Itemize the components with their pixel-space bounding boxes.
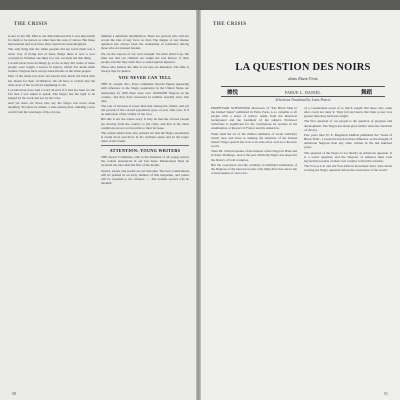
paragraph: But the conscience and the certainly reconfirmed sentiments of the Negroes of the land are not the only thing that rises above the consciousness of one's race. <box>211 162 297 175</box>
chinese-label-right: 舞蹈 <box>361 90 373 96</box>
section-heading: ATTENTION: YOUNG WRITERS <box>109 148 181 154</box>
paragraph: The first question of our people is the question of progress and development. The Negro has made great strides since the abolition of slavery. <box>304 119 392 132</box>
paragraph: Few years later W. E. Burghardt DuBois published the "Souls of Black Folk", a book that has had more influence on the thought of American Negroes than any other written in the last hundred years. <box>304 132 392 150</box>
paragraph: Those who believe the time is not ripe are mistaken. The time is always ripe for justice. <box>101 65 189 74</box>
paragraph: The only thing that the white peoples did not teach them was a wiser way of living and of these things there is now a new conception. Whether one likes it or not, we must use that thing. <box>8 47 95 60</box>
paragraph: The rate of increase is lower than that among the whites, and yet the growth of the colored population goes on year after year. It is an indication of the vitality of the race. <box>101 103 189 117</box>
paragraph: THE Award Committee calls to the attention of all young writers the contest announced in our last issue. Manuscripts must be received not later than the first of the month. <box>101 155 189 168</box>
left-page <box>0 10 196 400</box>
translation-credit: Selections Translated by Louis Poucet <box>275 98 331 102</box>
paragraph: I would never have let things go as far as they did. Some of these people were taught a lesson in history which has made them restless. Negroes have always been friends of the white people. <box>8 60 95 74</box>
page-number-left: 50 <box>12 391 16 396</box>
divider <box>101 145 189 146</box>
right-column-1 <box>211 106 297 389</box>
paragraph: Men of the white race have not known how much the black man has meant for their civilization. We all have to realize that the dark races of the world are beginning to stir. <box>8 74 95 87</box>
paragraph: Stories, essays and poems are all welcome. The best contributions will be printed in an early number of this magazine, and prizes will be awarded to the winners. — The Golden Leaves will be decided. <box>101 168 189 186</box>
running-head-left: THE CRISIS <box>14 22 48 27</box>
chinese-label-left: 擦悦 <box>227 90 239 96</box>
left-column-1 <box>8 34 95 389</box>
left-column-2 <box>101 34 189 389</box>
paragraph: ultimate a defensive mobilization. There are persons who will not accept the idea of any force as vital. The danger of any intense agitation has always been the weakening of resistance among those who are pressed hardest. <box>101 34 189 51</box>
paragraph: The N.A.A.C.P. and the Pan-African movement have done much to bring the Negro question before the conscience of the world. <box>304 163 392 173</box>
paragraph: What shall the lot of the million members of racial solidarity which once and more is seeking the attention of the United States? Negro speech has won to its side all as well as to the new world. <box>211 131 297 149</box>
paragraph: THE St. Joseph, Mo., Press comments: Recent figures appearing with reference to the Negro population in the United States are interesting. In 1920 there were over 10,000,000 Negroes in the country, and they have increased in number steadily since that date. <box>101 82 189 103</box>
article-subtitle: dans Etats-Unis <box>288 76 318 81</box>
paragraph: PROFESSOR SCHWEIZER discussion of "The Black Man in the United States" published in Paris, Paris, is so valuable to all people with a sense of justice. Aside from the historical background and the treatment of the subject, Professor Schweizer is significant for the conclusions he reaches in his examination of the part of France and the Americas. <box>211 106 297 131</box>
paragraph: The census takers have also pointed out that the Negro population is found more and more in the northern states and in the larger cities of the South. <box>101 130 189 144</box>
page-number-right: 51 <box>384 391 388 396</box>
paragraph: The question of the Negro is not merely an American question. It is a world question, and the Negroes of America must look beyond the borders of their own country to find the solution. <box>304 150 392 163</box>
byline: PARUE L. DANIEL <box>284 90 322 95</box>
paragraph: We are the sources of our own strength. We must build it up. We must see that our children are taught the real history of their people and that they learn how to stand against injustice. <box>101 51 189 64</box>
running-head-right: THE CRISIS <box>213 22 247 27</box>
title-rule-top <box>221 86 385 87</box>
title-rule-bottom <box>221 96 385 97</box>
paragraph: I would never have said a word about it if it had not been for the fact that I was asked to speak. The Negro has the right to be judged by his work and not by his color. <box>8 87 95 101</box>
right-column-2 <box>304 106 392 389</box>
paragraph: But this is not the whole story. It may be that the colored people are moving from the country to the cities, and that in the cities conditions are not so favorable to their increase. <box>101 117 189 130</box>
paragraph: of a considerable event of so much weight that those who came after could not deny it. They felt and knew that their power was greater than they had been taught. <box>304 106 392 119</box>
paragraph: is new in my life. Men at one time believed that it was impossible for them to be known as other than the sons of slaves. But these men learned and took more than could have been imagined. <box>8 34 95 47</box>
paragraph: And yet there are those who say the Negro has never done anything. Yet there he stands, a man among men, building a new world from the wreckage of the old one. <box>8 101 95 114</box>
paragraph: Then Mr. Schwab speaks of the interest of the Negro in Haiti and in Santo Domingo, and of the part which the Negro has played in the history of both countries. <box>211 149 297 162</box>
right-page <box>201 10 400 400</box>
section-heading: YOU NEVER CAN TELL <box>118 75 172 81</box>
article-title: LA QUESTION DES NOIRS <box>235 62 371 73</box>
